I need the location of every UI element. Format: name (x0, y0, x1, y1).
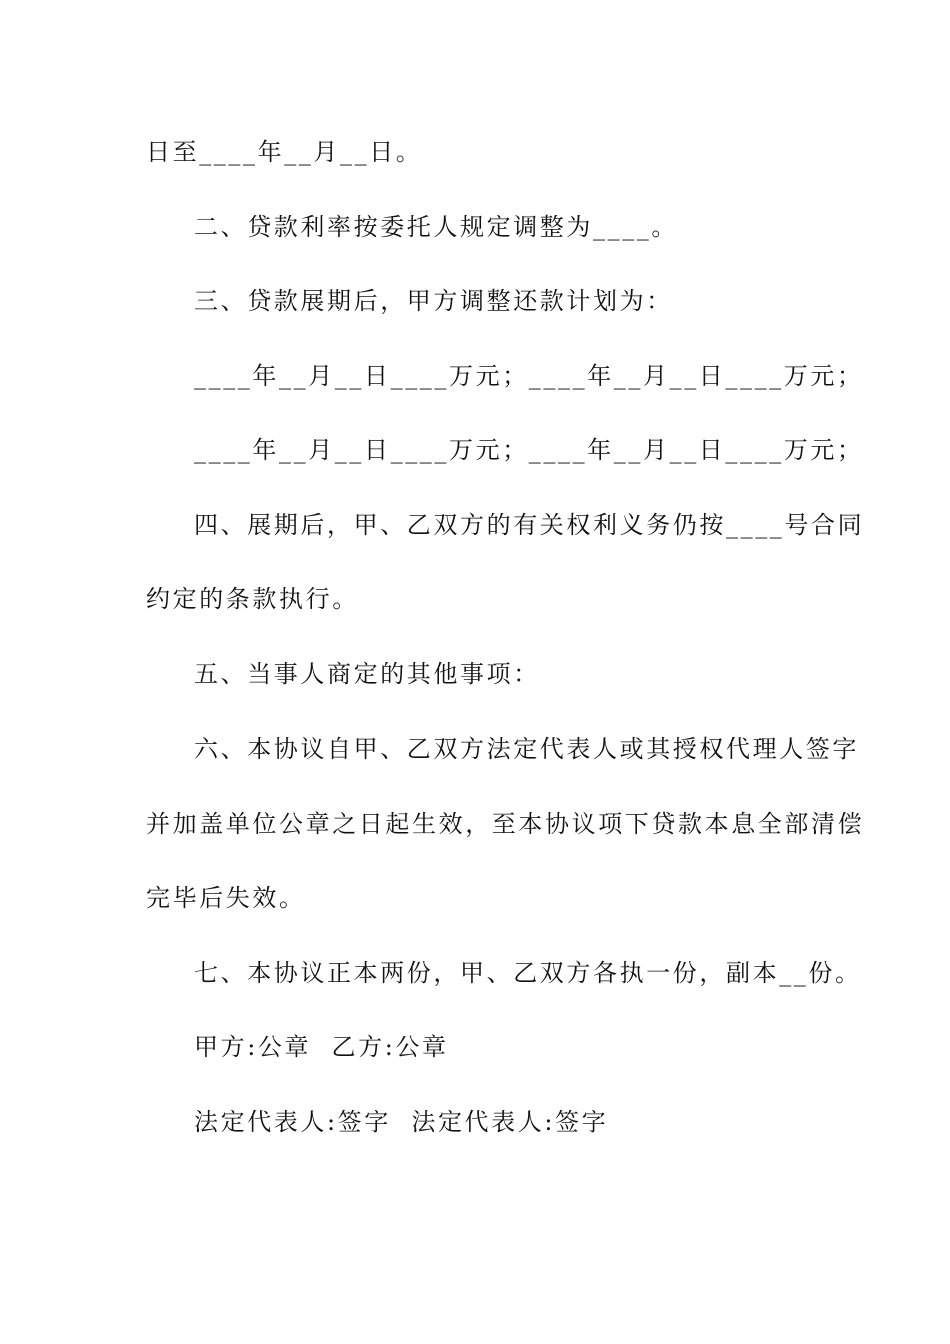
clause-4-continuation: 约定的条款执行。 (146, 585, 359, 613)
clause-3-repayment-plan: 三、贷款展期后，甲方调整还款计划为： (194, 287, 673, 315)
text-line-date-end: 日至____年__月__日。 (146, 138, 423, 166)
clause-2-interest-rate: 二、贷款利率按委托人规定调整为____。 (194, 213, 678, 241)
repayment-schedule-line-1: ____年__月__日____万元；____年__月__日____万元； (194, 362, 864, 390)
clause-6-continuation-2: 完毕后失效。 (146, 884, 306, 912)
repayment-schedule-line-2: ____年__月__日____万元；____年__月__日____万元； (194, 436, 864, 464)
clause-7-copies: 七、本协议正本两份，甲、乙双方各执一份，副本__份。 (194, 959, 862, 987)
signature-seal-line: 甲方:公章 乙方:公章 (194, 1033, 449, 1061)
signature-representative-line: 法定代表人:签字 法定代表人:签字 (194, 1108, 609, 1136)
clause-6-continuation-1: 并加盖单位公章之日起生效，至本协议项下贷款本息全部清偿 (146, 810, 865, 838)
clause-4-rights-obligations: 四、展期后，甲、乙双方的有关权利义务仍按____号合同 (194, 511, 865, 539)
clause-6-effectiveness: 六、本协议自甲、乙双方法定代表人或其授权代理人签字 (194, 735, 859, 763)
clause-5-other-matters: 五、当事人商定的其他事项： (194, 660, 540, 688)
